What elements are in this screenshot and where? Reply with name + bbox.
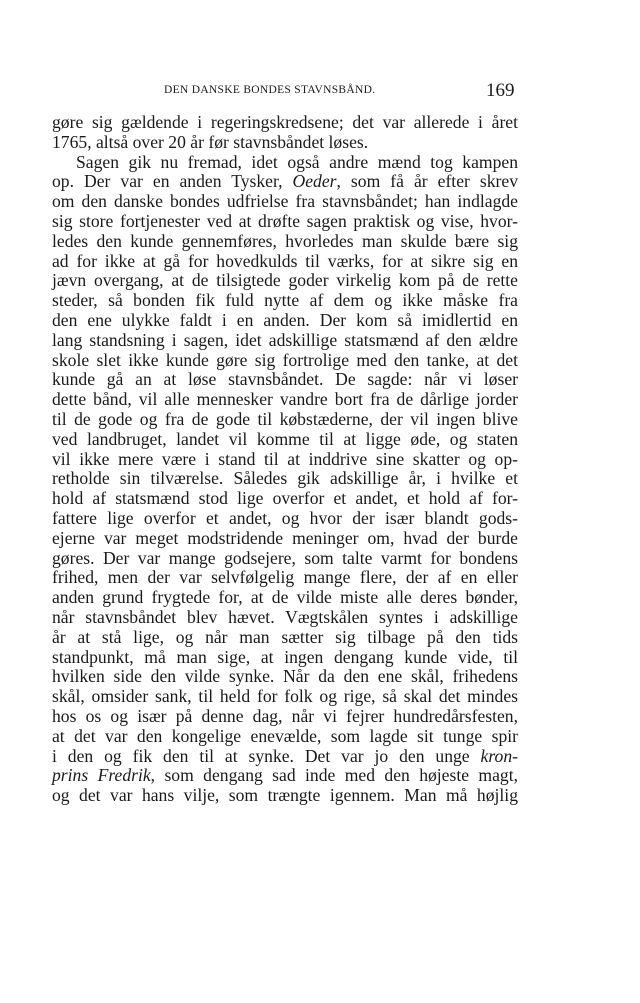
text-line: hold af statsmænd stod lige overfor et andet, et hold af for- (52, 488, 518, 509)
text-line: frihed, men der var selvfølgelig mange flere, der af en eller (52, 567, 518, 588)
text-line (52, 747, 518, 767)
text-line: og det var hans vilje, som trængte igennem. Man må højlig (52, 785, 518, 806)
text-line: skole slet ikke kunde gøre sig fortrolige med den tanke, at det (52, 349, 518, 370)
text-line (52, 766, 518, 786)
text-line: dette bånd, vil alle mennesker vandre bort fra de dårlige jorder (52, 389, 518, 410)
text-line: gøre sig gældende i regeringskredsene; det var allerede i året (52, 112, 518, 132)
page-number: 169 (486, 80, 515, 101)
text-line: gøres. Der var mange godsejere, som talte varmt for bondens (52, 547, 518, 568)
text-segment: , som få år efter skrev (336, 171, 518, 192)
text-line: kunde gå an at løse stavnsbåndet. De sagde: når vi løser (52, 369, 518, 390)
text-line: jævn overgang, at de tilsigtede goder virkelig kom på de rette (52, 270, 518, 291)
text-line: år at stå lige, og når man sætter sig tilbage på den tids (52, 626, 518, 647)
text-line: ved landbruget, landet vil komme til at ligge øde, og staten (52, 428, 518, 449)
text-line: den ene ulykke faldt i en anden. Der kom så imidlertid en (52, 309, 518, 330)
text-line: standpunkt, må man sige, at ingen dengang kunde vide, til (52, 646, 518, 667)
text-line: retholde sin tilværelse. Således gik adskillige år, i hvilke et (52, 468, 518, 489)
body-text (52, 113, 518, 806)
text-line: til de gode og fra de gode til købstæderne, der vil ingen blive (52, 408, 518, 429)
text-line: lang standsning i sagen, idet adskillige statsmænd af den ældre (52, 329, 518, 350)
text-line: hos os og især på denne dag, når vi fejrer hundredårsfesten, (52, 705, 518, 726)
text-line: sig store fortjenester ved at drøfte sagen praktisk og vise, hvor- (52, 210, 518, 231)
text-segment: op. Der var en anden Tysker, (52, 171, 293, 192)
text-line: Sagen gik nu fremad, idet også andre mænd tog kampen (76, 151, 518, 172)
text-line: hvilken side den vilde synke. Når da den ene skål, frihedens (52, 666, 518, 687)
italic-text: prins Fredrik (52, 765, 151, 786)
text-line: 1765, altså over 20 år før stavnsbåndet løses. (52, 131, 369, 152)
text-line: at det var den kongelige enevælde, som lagde sit tunge spir (52, 725, 518, 746)
text-line: ejerne var meget modstridende meninger om, hvad der burde (52, 527, 518, 548)
text-line (52, 172, 518, 192)
text-line: skål, omsider sank, til held for folk og rige, så skal det mindes (52, 686, 518, 707)
text-segment: , som dengang sad inde med den højeste magt, (150, 765, 518, 786)
text-line: anden grund frygtede for, at de vilde miste alle deres bønder, (52, 587, 518, 608)
text-line: når stavnsbåndet blev hævet. Vægtskålen syntes i adskillige (52, 606, 518, 627)
italic-text: kron- (480, 745, 518, 766)
text-line: fattere lige overfor et andet, og hvor der især blandt gods- (52, 507, 518, 528)
text-line: ledes den kunde gennemføres, hvorledes man skulde bære sig (52, 230, 518, 251)
text-line: steder, så bonden fik fuld nytte af dem og ikke måske fra (52, 290, 518, 311)
text-segment: i den og fik den til at synke. Det var jo den unge (52, 745, 481, 766)
italic-text: Oeder (292, 171, 337, 192)
text-line: ad for ikke at gå for hovedkulds til værks, for at sikre sig en (52, 250, 518, 271)
running-head: DEN DANSKE BONDES STAVNSBÅND. (164, 84, 376, 96)
text-line: om den danske bondes udfrielse fra stavnsbåndet; han indlagde (52, 191, 518, 212)
text-line: vil ikke mere være i stand til at inddrive sine skatter og op- (52, 448, 518, 469)
